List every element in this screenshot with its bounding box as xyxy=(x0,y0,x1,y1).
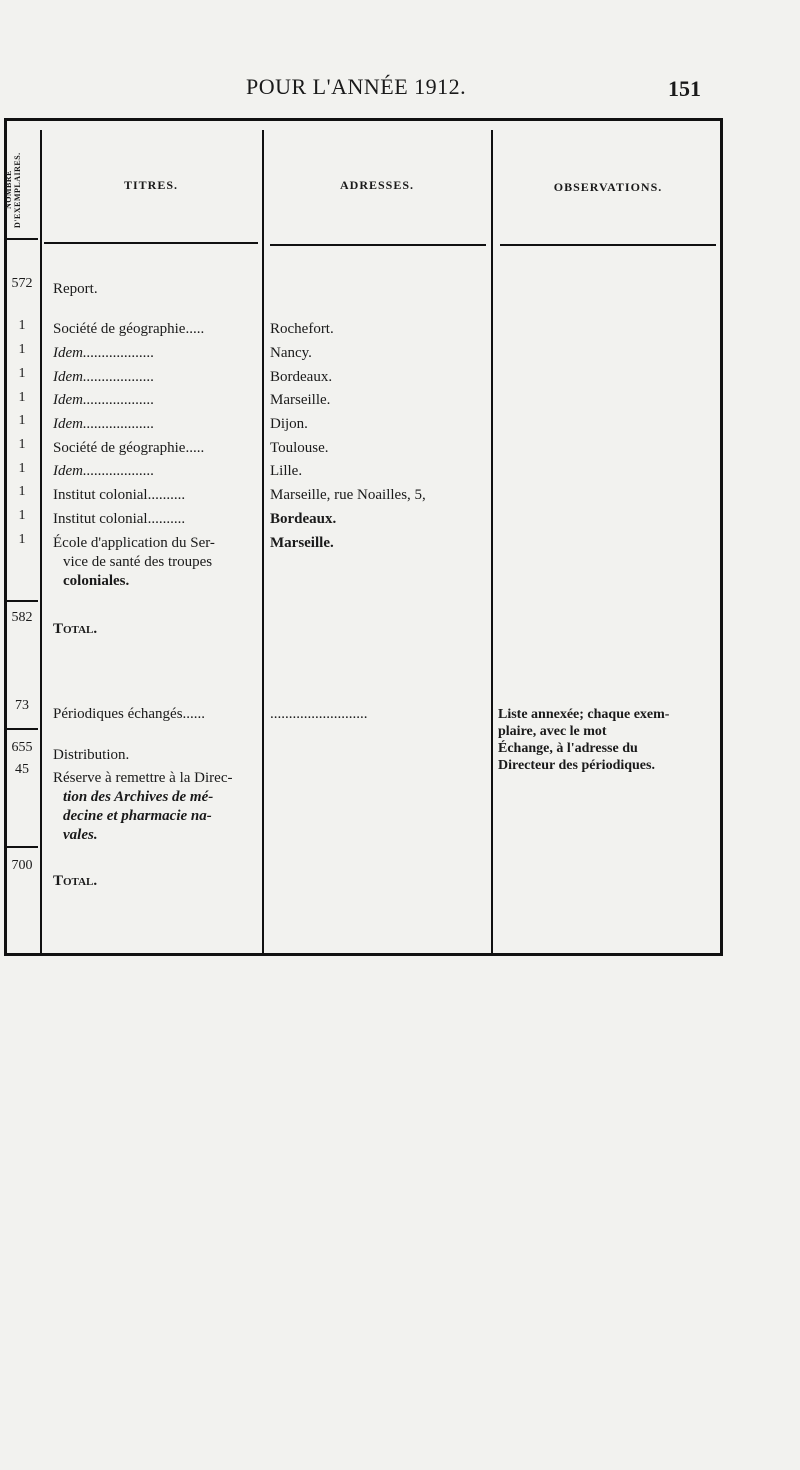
header-rule-addresses xyxy=(270,244,486,246)
periodiques-title: Périodiques échangés...... xyxy=(53,706,206,722)
row-title: Idem................... xyxy=(53,369,155,385)
reserve-line: decine et pharmacie na- xyxy=(63,808,212,824)
observation-line: Échange, à l'adresse du xyxy=(498,741,638,756)
running-title: POUR L'ANNÉE 1912. xyxy=(246,74,467,99)
report-count: 572 xyxy=(11,276,33,291)
row-count: 1 xyxy=(18,413,26,428)
row-title: Société de géographie..... xyxy=(53,321,205,337)
row-title: Idem................... xyxy=(53,392,155,408)
total-label: Total. xyxy=(53,621,98,637)
sum-rule xyxy=(6,600,38,602)
reserve-count: 45 xyxy=(15,762,29,777)
total-count: 582 xyxy=(11,610,33,625)
header-rule-titles xyxy=(44,242,258,244)
reserve-line: tion des Archives de mé- xyxy=(63,789,214,805)
header-rule-observations xyxy=(500,244,716,246)
row-address: Nancy. xyxy=(270,345,312,361)
observation-line: Directeur des périodiques. xyxy=(498,758,655,773)
row-address: Toulouse. xyxy=(270,440,329,456)
header-rule-count xyxy=(6,238,38,240)
row-address: Dijon. xyxy=(270,416,308,432)
column-rule-addresses xyxy=(491,130,493,954)
column-rule-titles xyxy=(262,130,264,954)
row-title: Institut colonial.......... xyxy=(53,511,186,527)
row-title: Idem................... xyxy=(53,345,155,361)
row-title: Idem................... xyxy=(53,463,155,479)
row-address: Lille. xyxy=(270,463,303,479)
row-title-line: vice de santé des troupes xyxy=(63,554,213,570)
grand-total-count: 700 xyxy=(11,858,33,873)
row-title: Institut colonial.......... xyxy=(53,487,186,503)
row-address: Marseille, rue Noailles, 5, xyxy=(270,487,426,503)
row-count: 1 xyxy=(18,437,26,452)
row-count: 1 xyxy=(18,484,26,499)
row-count: 1 xyxy=(18,532,26,547)
sum-rule xyxy=(6,846,38,848)
page-number: 151 xyxy=(668,76,701,101)
page-header xyxy=(0,74,800,108)
distribution-count: 655 xyxy=(11,740,33,755)
row-count: 1 xyxy=(18,318,26,333)
row-count: 1 xyxy=(18,366,26,381)
count-column-header: NOMBRE D'EXEMPLAIRES. xyxy=(4,152,22,228)
reserve-line: vales. xyxy=(63,827,98,843)
row-address: Bordeaux. xyxy=(270,369,333,385)
row-count: 1 xyxy=(18,342,26,357)
grand-total-label: Total. xyxy=(53,873,98,889)
periodiques-address: .......................... xyxy=(270,706,368,722)
row-title: Société de géographie..... xyxy=(53,440,205,456)
observation-line: plaire, avec le mot xyxy=(498,724,607,739)
row-count: 1 xyxy=(18,508,26,523)
observations-column-header: OBSERVATIONS. xyxy=(553,180,663,194)
row-address: Marseille. xyxy=(270,392,331,408)
periodiques-count: 73 xyxy=(15,698,29,713)
row-title-line: École d'application du Ser- xyxy=(53,535,215,551)
reserve-line: Réserve à remettre à la Direc- xyxy=(53,770,233,786)
row-title-line: coloniales. xyxy=(63,573,130,589)
row-count: 1 xyxy=(18,461,26,476)
titles-column-header: TITRES. xyxy=(123,178,179,192)
column-rule-count xyxy=(40,130,42,954)
report-label: Report. xyxy=(53,281,98,297)
row-address: Rochefort. xyxy=(270,321,334,337)
periodiques-observation xyxy=(498,706,722,774)
row-title xyxy=(53,534,259,591)
addresses-column-header: ADRESSES. xyxy=(339,178,415,192)
row-count: 1 xyxy=(18,390,26,405)
row-address: Marseille. xyxy=(270,535,334,551)
reserve-label xyxy=(53,769,259,845)
observation-line: Liste annexée; chaque exem- xyxy=(498,707,670,722)
sum-rule xyxy=(6,728,38,730)
row-title: Idem................... xyxy=(53,416,155,432)
distribution-label: Distribution. xyxy=(53,747,130,763)
row-address: Bordeaux. xyxy=(270,511,337,527)
